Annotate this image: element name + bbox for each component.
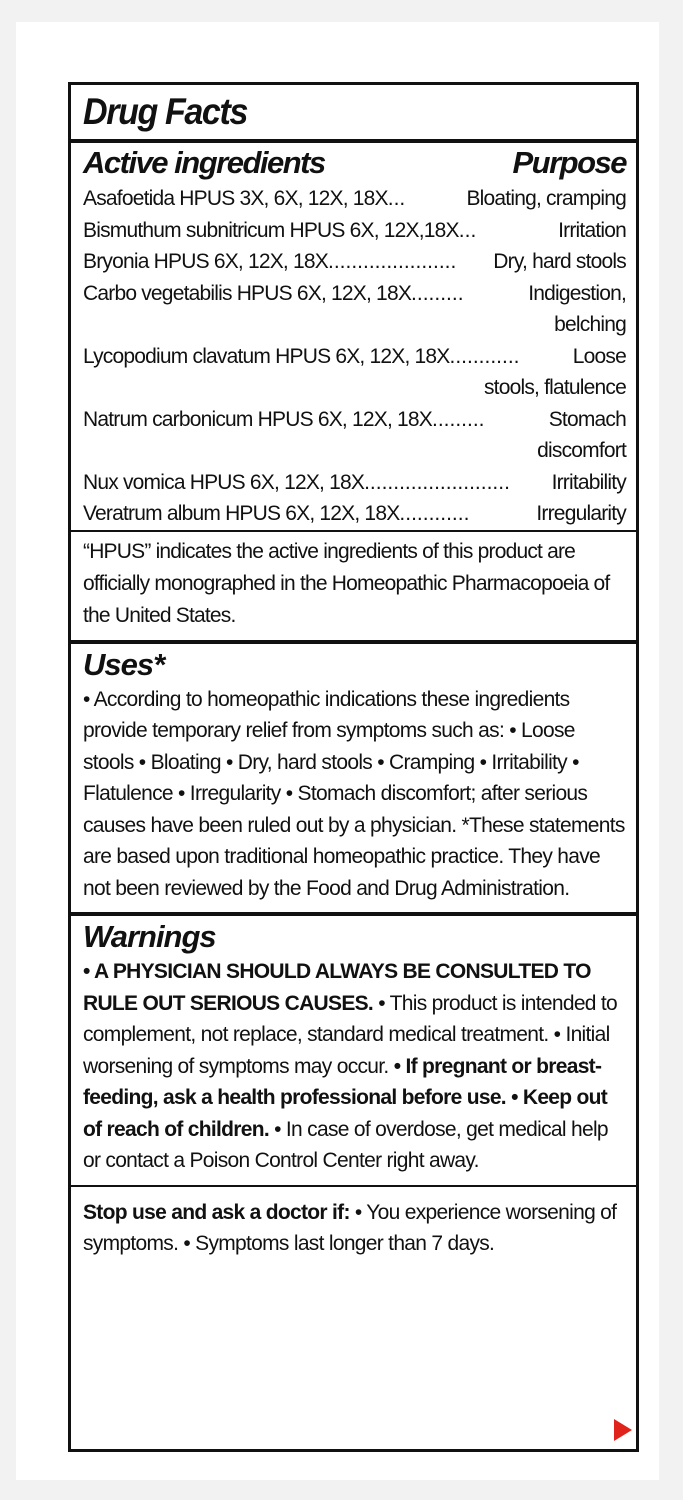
warning-overdose: • In case of overdose, get medical help or contact a Poison Control Center right away.: [83, 1117, 608, 1172]
ingredient-purpose: Indigestion,: [528, 281, 626, 305]
ingredient-name: Lycopodium clavatum HPUS 6X, 12X, 18X: [83, 344, 450, 368]
product-image-card: [16, 22, 659, 1480]
ingredient-purpose-continued: discomfort: [537, 439, 626, 462]
warnings-text: [83, 956, 626, 1177]
purpose-heading: Purpose: [512, 145, 626, 180]
leader-dots: ...: [458, 218, 477, 242]
drug-facts-title: Drug Facts: [83, 91, 248, 132]
warnings-section: [83, 918, 626, 1185]
continue-arrow-icon: [614, 1419, 632, 1441]
ingredient-name: Veratrum album HPUS 6X, 12X, 18X: [83, 502, 400, 525]
ingredient-purpose: Irritability: [551, 470, 626, 494]
leader-dots: .........: [432, 407, 485, 431]
leader-dots: ...: [387, 187, 406, 210]
uses-heading: Uses*: [83, 646, 165, 682]
warning-general: • This product is intended to complement, not replace, standard medical treatment. • Initial worsening of symptoms may occur.: [83, 991, 618, 1078]
active-ingredients-header: [83, 143, 626, 183]
ingredients-list: [83, 183, 626, 530]
ingredient-row: [83, 404, 626, 436]
uses-section: [83, 646, 626, 913]
hpus-note: “HPUS” indicates the active ingredients of this product are officially monographed in the Homeopathic Pharmacopoeia of the United States.: [83, 539, 610, 627]
ingredient-row: [83, 498, 626, 530]
ingredient-purpose: Loose: [572, 344, 626, 368]
ingredient-row: [83, 467, 626, 499]
ingredient-row: [83, 183, 626, 215]
ingredient-name: Asafoetida HPUS 3X, 6X, 12X, 18X: [83, 187, 388, 210]
stop-use-heading: Stop use and ask a doctor if:: [83, 1200, 350, 1224]
leader-dots: ............: [399, 502, 470, 525]
ingredient-purpose: Bloating, cramping: [466, 187, 626, 210]
ingredient-row: [83, 278, 626, 310]
leader-dots: ............: [449, 344, 520, 368]
uses-text: • According to homeopathic indications these ingredients provide temporary relief from symptoms such as: • Loose stools • Bloating • Dry, hard stools • Cramping • Irritability • Flatulence • Irregularity • Stomach discomfort; after serious causes have been ruled out by a physician. *These statements are based upon traditional homeopathic practice. They have not been reviewed by the Food and Drug Administration.: [83, 687, 625, 900]
ingredient-purpose-continued: belching: [554, 313, 626, 336]
drug-facts-label: [68, 82, 639, 1452]
leader-dots: .........................: [364, 470, 510, 494]
ingredient-row: [83, 246, 626, 278]
warnings-heading: Warnings: [83, 919, 216, 954]
ingredient-purpose: Irregularity: [536, 502, 626, 525]
ingredient-name: Natrum carbonicum HPUS 6X, 12X, 18X: [83, 407, 432, 431]
leader-dots: .........: [411, 281, 464, 305]
active-ingredients-heading: Active ingredients: [83, 145, 325, 180]
warning-physician: • A PHYSICIAN SHOULD ALWAYS BE CONSULTED TO RULE OUT SERIOUS CAUSES.: [83, 960, 591, 1015]
ingredient-name: Nux vomica HPUS 6X, 12X, 18X: [83, 470, 365, 494]
ingredient-purpose: Irritation: [558, 218, 626, 242]
ingredient-purpose: Stomach: [548, 407, 626, 431]
warnings-divider: [71, 912, 636, 916]
stop-use-text: • You experience worsening of symptoms. • Symptoms last longer than 7 days.: [83, 1200, 617, 1255]
ingredient-purpose-continued: stools, flatulence: [483, 376, 626, 399]
uses-divider: [71, 640, 636, 644]
leader-dots: ......................: [327, 250, 457, 273]
stop-use-section: [83, 1187, 626, 1260]
ingredient-name: Bismuthum subnitricum HPUS 6X, 12X,18X: [83, 218, 459, 242]
ingredient-purpose: Dry, hard stools: [493, 250, 626, 273]
ingredient-row: [83, 341, 626, 373]
ingredient-row: [83, 215, 626, 247]
ingredient-name: Bryonia HPUS 6X, 12X, 18X: [83, 250, 328, 273]
warning-children: • Keep out of reach of children.: [83, 1086, 608, 1141]
warning-pregnant: • If pregnant or breast-feeding, ask a health professional before use.: [83, 1054, 602, 1109]
ingredient-name: Carbo vegetabilis HPUS 6X, 12X, 18X: [83, 281, 412, 305]
